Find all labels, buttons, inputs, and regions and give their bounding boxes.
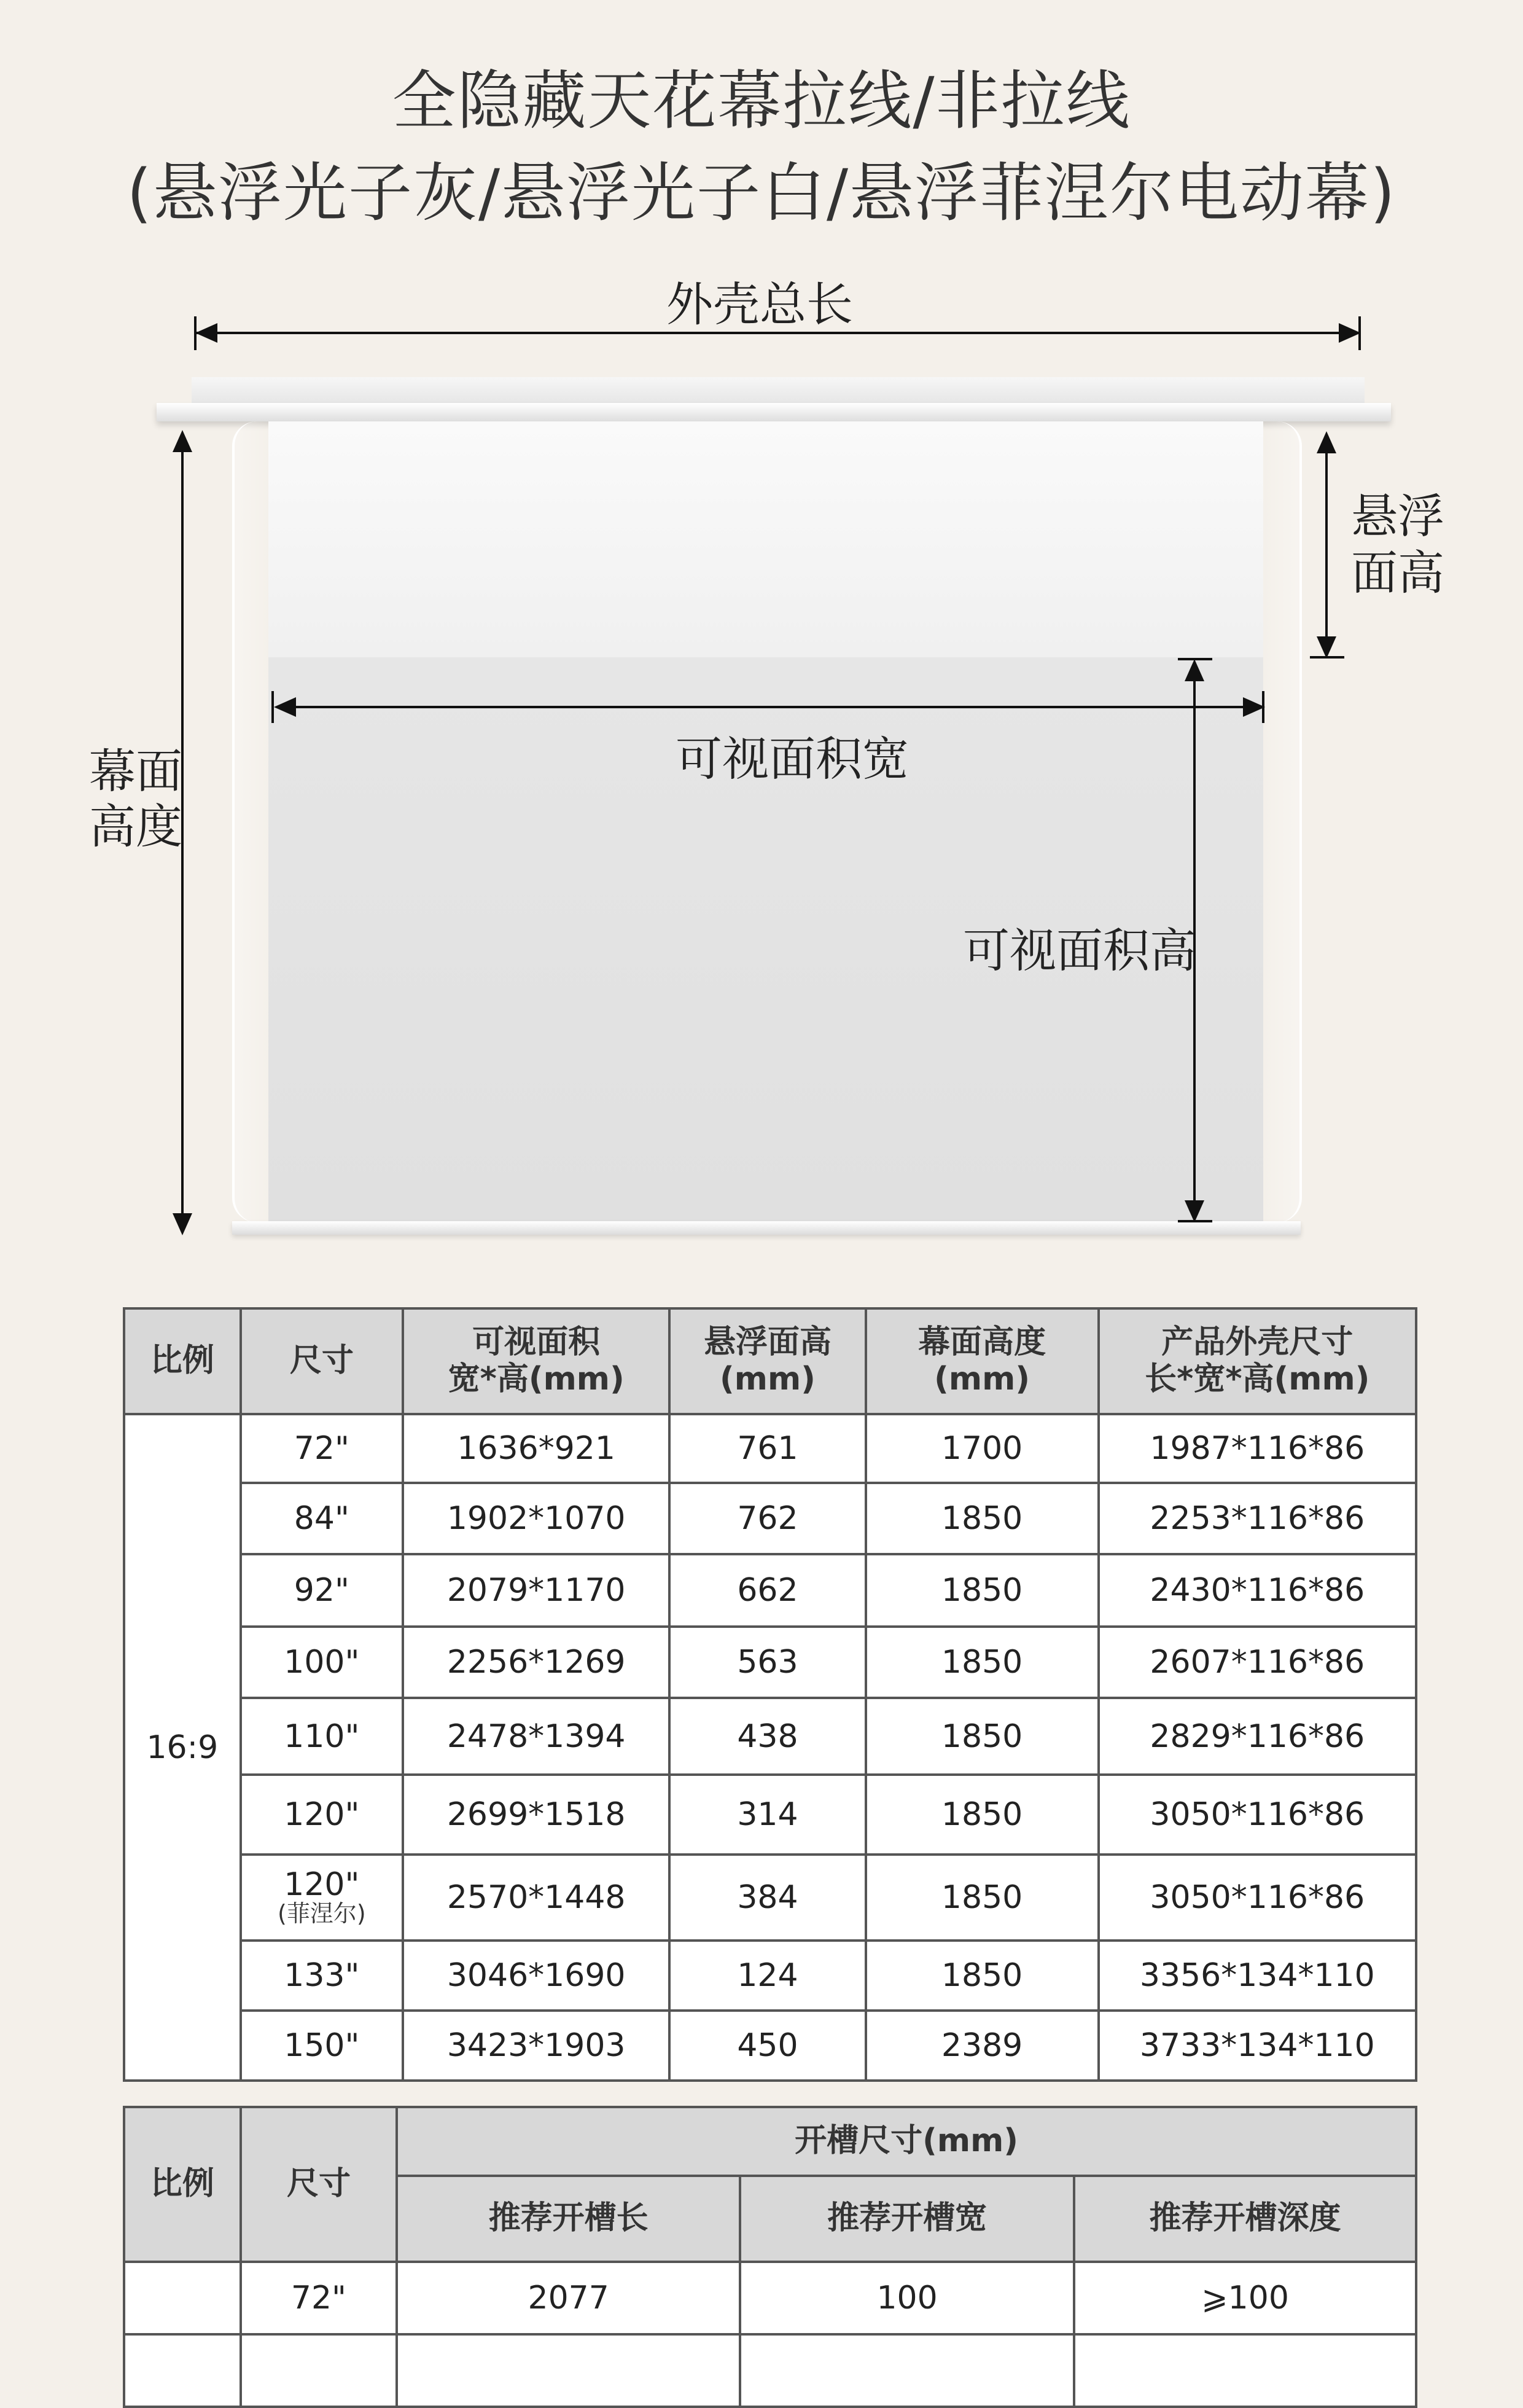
table-row	[124, 2262, 1416, 2334]
case-cell: 3356*134*110	[1099, 1941, 1416, 2011]
slot-depth-cell: ⩾100	[1074, 2262, 1416, 2334]
float-cell: 384	[669, 1855, 865, 1941]
arrow-head-down	[1185, 1200, 1204, 1222]
table-row	[124, 1627, 1416, 1698]
size-cell: 133"	[241, 1941, 403, 2011]
float-cell: 450	[669, 2011, 865, 2081]
float-height-label-1: 悬浮	[1351, 489, 1444, 544]
float-cell: 124	[669, 1941, 865, 2011]
tick-top	[1178, 658, 1212, 660]
page-title: 全隐藏天花幕拉线/非拉线	[392, 63, 1131, 138]
table-header-row	[124, 1308, 1416, 1414]
case-cell: 2430*116*86	[1099, 1554, 1416, 1627]
screen-height-label-1: 幕面	[89, 744, 182, 799]
housing-top	[192, 377, 1365, 404]
table-row	[124, 1554, 1416, 1627]
size-cell: 92"	[241, 1554, 403, 1627]
page-subtitle: (悬浮光子灰/悬浮光子白/悬浮菲涅尔电动幕)	[127, 155, 1396, 230]
arrow-head-left	[195, 323, 217, 343]
view-cell: 1902*1070	[403, 1483, 669, 1554]
slot-width-cell	[740, 2334, 1074, 2407]
view-cell: 2478*1394	[403, 1698, 669, 1775]
header-ratio: 比例	[124, 1308, 241, 1414]
size-text: 120"	[284, 1866, 360, 1903]
slot-table	[123, 2106, 1417, 2408]
case-cell: 1987*116*86	[1099, 1414, 1416, 1483]
case-cell: 2829*116*86	[1099, 1698, 1416, 1775]
arrow-head-up	[1185, 659, 1204, 681]
table-row	[124, 2334, 1416, 2407]
size-cell: 150"	[241, 2011, 403, 2081]
view-cell: 2079*1170	[403, 1554, 669, 1627]
table-row	[124, 1414, 1416, 1483]
float-height-arrow	[1325, 436, 1328, 651]
view-cell: 1636*921	[403, 1414, 669, 1483]
view-cell: 3423*1903	[403, 2011, 669, 2081]
tick-right	[1358, 316, 1361, 350]
tension-cable-right	[1263, 421, 1302, 1222]
float-cell: 761	[669, 1414, 865, 1483]
header-slot-size: 开槽尺寸(mm)	[397, 2107, 1416, 2176]
float-cell: 438	[669, 1698, 865, 1775]
header-size: 尺寸	[241, 2107, 397, 2262]
header-view-area: 可视面积 宽*高(mm)	[403, 1308, 669, 1414]
float-cell: 662	[669, 1554, 865, 1627]
size-cell: 84"	[241, 1483, 403, 1554]
size-cell: 110"	[241, 1698, 403, 1775]
spec-table	[123, 1307, 1417, 2082]
tick-left	[271, 691, 274, 723]
float-cell: 563	[669, 1627, 865, 1698]
header-float-height: 悬浮面高 (mm)	[669, 1308, 865, 1414]
housing-length-arrow	[197, 332, 1357, 334]
arrow-head-down	[1317, 636, 1336, 659]
slot-length-cell	[397, 2334, 740, 2407]
slot-length-cell: 2077	[397, 2262, 740, 2334]
size-cell	[241, 1855, 403, 1941]
header-screen-height: 幕面高度 (mm)	[866, 1308, 1099, 1414]
arrow-head-up	[173, 430, 192, 452]
slot-depth-cell	[1074, 2334, 1416, 2407]
tick-left	[194, 316, 197, 350]
float-cell: 314	[669, 1775, 865, 1855]
ratio-cell: 16:9	[124, 1414, 241, 2081]
arrow-head-up	[1317, 431, 1336, 453]
size-cell: 100"	[241, 1627, 403, 1698]
table-row	[124, 1855, 1416, 1941]
table-row	[124, 1775, 1416, 1855]
size-cell: 72"	[241, 2262, 397, 2334]
screen-bottom-bar	[232, 1221, 1301, 1235]
slot-width-cell: 100	[740, 2262, 1074, 2334]
table-row	[124, 2011, 1416, 2081]
view-height-label: 可视面积高	[963, 923, 1196, 978]
screen-cell: 1850	[866, 1775, 1099, 1855]
housing-length-label: 外壳总长	[666, 277, 853, 332]
table-row	[124, 1483, 1416, 1554]
header-slot-width: 推荐开槽宽	[740, 2176, 1074, 2262]
arrow-head-right	[1339, 323, 1361, 343]
header-slot-length: 推荐开槽长	[397, 2176, 740, 2262]
size-cell: 72"	[241, 1414, 403, 1483]
header-case-size: 产品外壳尺寸 长*宽*高(mm)	[1099, 1308, 1416, 1414]
tension-cable-left	[232, 421, 271, 1222]
screen-cell: 1850	[866, 1941, 1099, 2011]
screen-black-drop	[268, 421, 1263, 657]
screen-cell: 1850	[866, 1483, 1099, 1554]
screen-cell: 1850	[866, 1627, 1099, 1698]
tick-bottom	[1178, 1220, 1212, 1222]
screen-cell: 1850	[866, 1554, 1099, 1627]
size-cell	[241, 2334, 397, 2407]
header-size: 尺寸	[241, 1308, 403, 1414]
view-width-arrow	[276, 706, 1259, 708]
ratio-cell	[124, 2334, 241, 2407]
view-cell: 2570*1448	[403, 1855, 669, 1941]
case-cell: 2607*116*86	[1099, 1627, 1416, 1698]
case-cell: 3733*134*110	[1099, 2011, 1416, 2081]
table-row	[124, 1941, 1416, 2011]
arrow-head-left	[274, 697, 296, 717]
arrow-head-down	[173, 1213, 192, 1235]
tick-right	[1262, 691, 1264, 723]
table-row	[124, 1698, 1416, 1775]
size-note: (菲涅尔)	[278, 1900, 366, 1928]
screen-height-label-2: 高度	[89, 799, 182, 854]
screen-cell: 2389	[866, 2011, 1099, 2081]
size-cell: 120"	[241, 1775, 403, 1855]
header-slot-depth: 推荐开槽深度	[1074, 2176, 1416, 2262]
view-width-label: 可视面积宽	[676, 732, 909, 786]
float-height-label-2: 面高	[1351, 545, 1444, 600]
tick-bottom	[1310, 656, 1344, 659]
table-header-row	[124, 2107, 1416, 2176]
screen-cell: 1700	[866, 1414, 1099, 1483]
view-cell: 3046*1690	[403, 1941, 669, 2011]
case-cell: 2253*116*86	[1099, 1483, 1416, 1554]
screen-cell: 1850	[866, 1855, 1099, 1941]
case-cell: 3050*116*86	[1099, 1855, 1416, 1941]
screen-cell: 1850	[866, 1698, 1099, 1775]
screen-housing	[157, 403, 1391, 421]
view-cell: 2256*1269	[403, 1627, 669, 1698]
header-ratio: 比例	[124, 2107, 241, 2262]
float-cell: 762	[669, 1483, 865, 1554]
view-cell: 2699*1518	[403, 1775, 669, 1855]
ratio-cell	[124, 2262, 241, 2334]
case-cell: 3050*116*86	[1099, 1775, 1416, 1855]
